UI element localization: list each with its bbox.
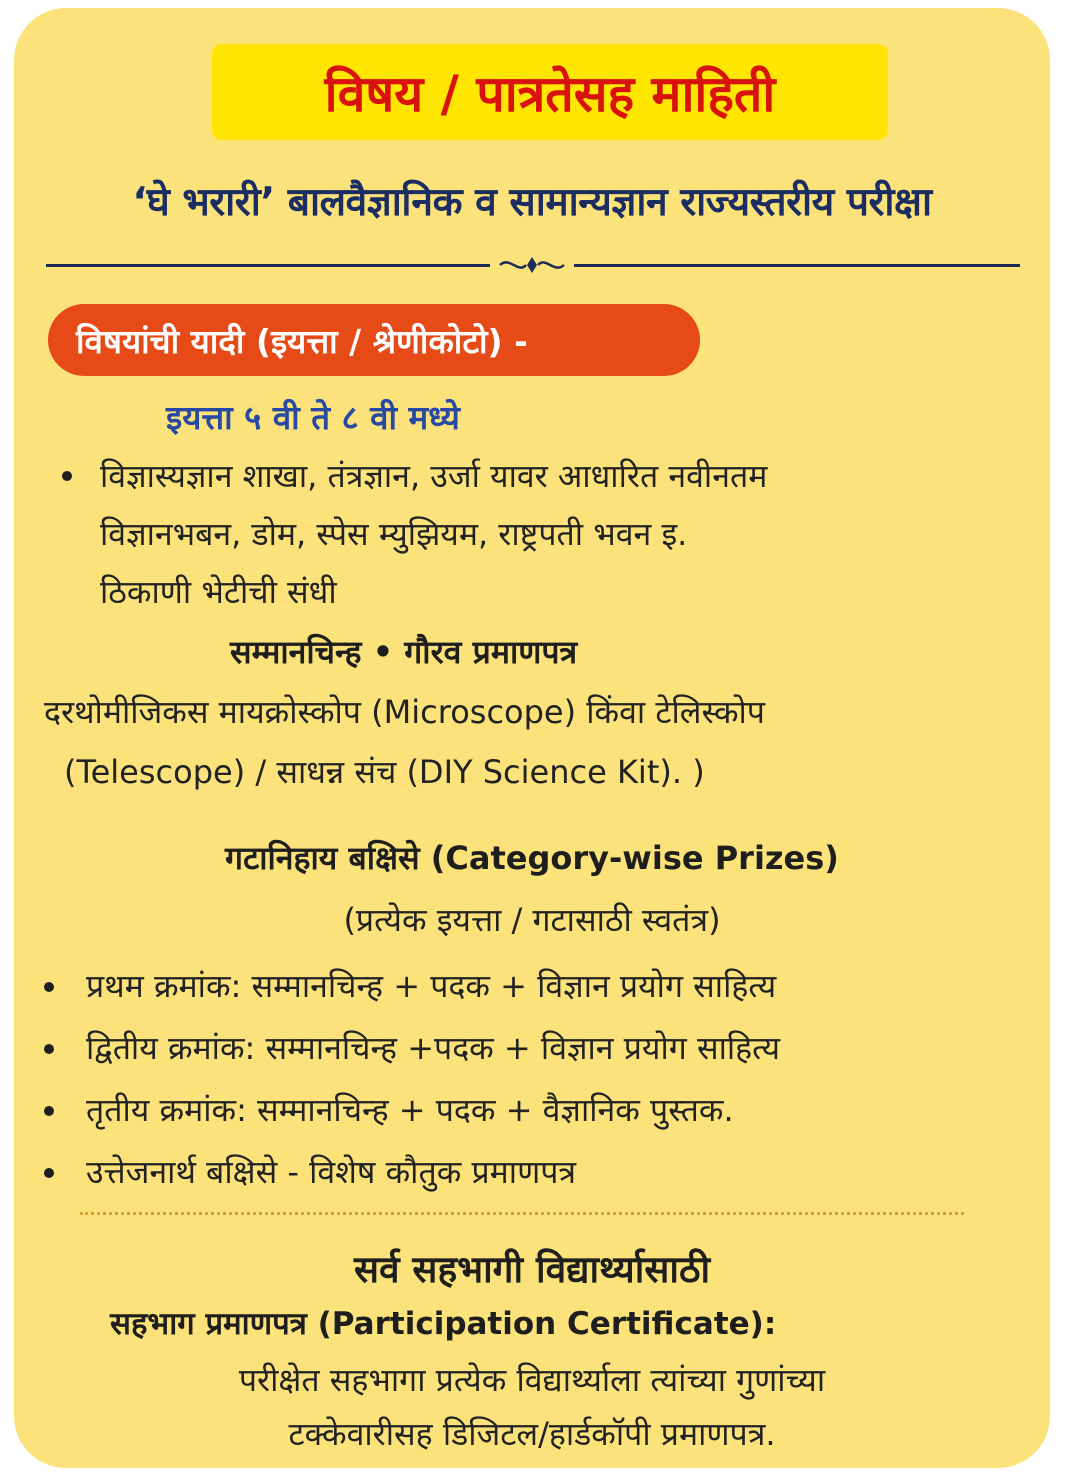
subject-list-label: विषयांची यादी (इयत्ता / श्रेणीकोटो) - [76,321,528,361]
divider-right [574,264,1020,267]
bullet-icon [44,1106,54,1116]
info-card [14,8,1050,1468]
grade-range: इयत्ता ५ वी ते ८ वी मध्ये [166,398,460,437]
award-line: दरथोमीजिकस मायक्रोस्कोप (Microscope) किंवा टेलिस्कोप [44,693,765,731]
participation-heading: सर्व सहभागी विद्यार्थ्यासाठी [353,1248,711,1291]
prize-item: प्रथम क्रमांक: सम्मानचिन्ह + पदक + विज्ञान प्रयोग साहित्य [86,967,777,1005]
exam-subtitle: ‘घे भरारी’ बालवैज्ञानिक व सामान्यज्ञान राज्यस्तरीय परीक्षा [132,180,932,225]
dotted-divider [80,1212,964,1215]
award-heading: सम्मानचिन्ह • गौरव प्रमाणपत्र [230,633,578,671]
bullet-icon [44,1044,54,1054]
prize-item: उत्तेजनार्थ बक्षिसे - विशेष कौतुक प्रमाणपत्र [86,1153,577,1191]
divider-left [46,264,490,267]
prize-item: तृतीय क्रमांक: सम्मानचिन्ह + पदक + वैज्ञानिक पुस्तक. [86,1091,734,1129]
bullet-icon [62,471,72,481]
subject-line: विज्ञास्यज्ञान शाखा, तंत्रज्ञान, उर्जा यावर आधारित नवीनतम [100,457,768,495]
bullet-icon [44,1168,54,1178]
subject-line: विज्ञानभबन, डोम, स्पेस म्युझियम, राष्ट्रपती भवन इ. [100,515,688,553]
flourish-ornament-icon [496,252,568,278]
award-line: (Telescope) / साधन्न संच (DIY Science Kit). ) [64,753,705,791]
prizes-subheading: (प्रत्येक इयत्ता / गटासाठी स्वतंत्र) [343,901,721,939]
prizes-heading: गटानिहाय बक्षिसे (Category-wise Prizes) [225,839,839,877]
bullet-icon [44,982,54,992]
participation-line: परीक्षेत सहभागा प्रत्येक विद्यार्थ्याला त्यांच्या गुणांच्या [238,1361,826,1399]
page-title: विषय / पात्रतेसह माहिती [324,65,776,123]
prize-item: द्वितीय क्रमांक: सम्मानचिन्ह +पदक + विज्ञान प्रयोग साहित्य [86,1029,781,1067]
title-banner [212,44,888,140]
participation-line: टक्केवारीसह डिजिटल/हार्डकॉपी प्रमाणपत्र. [288,1415,776,1453]
participation-subheading: सहभाग प्रमाणपत्र (Participation Certificate): [110,1306,777,1342]
subject-list-pill [48,304,700,376]
subject-line: ठिकाणी भेटीची संधी [100,573,337,611]
